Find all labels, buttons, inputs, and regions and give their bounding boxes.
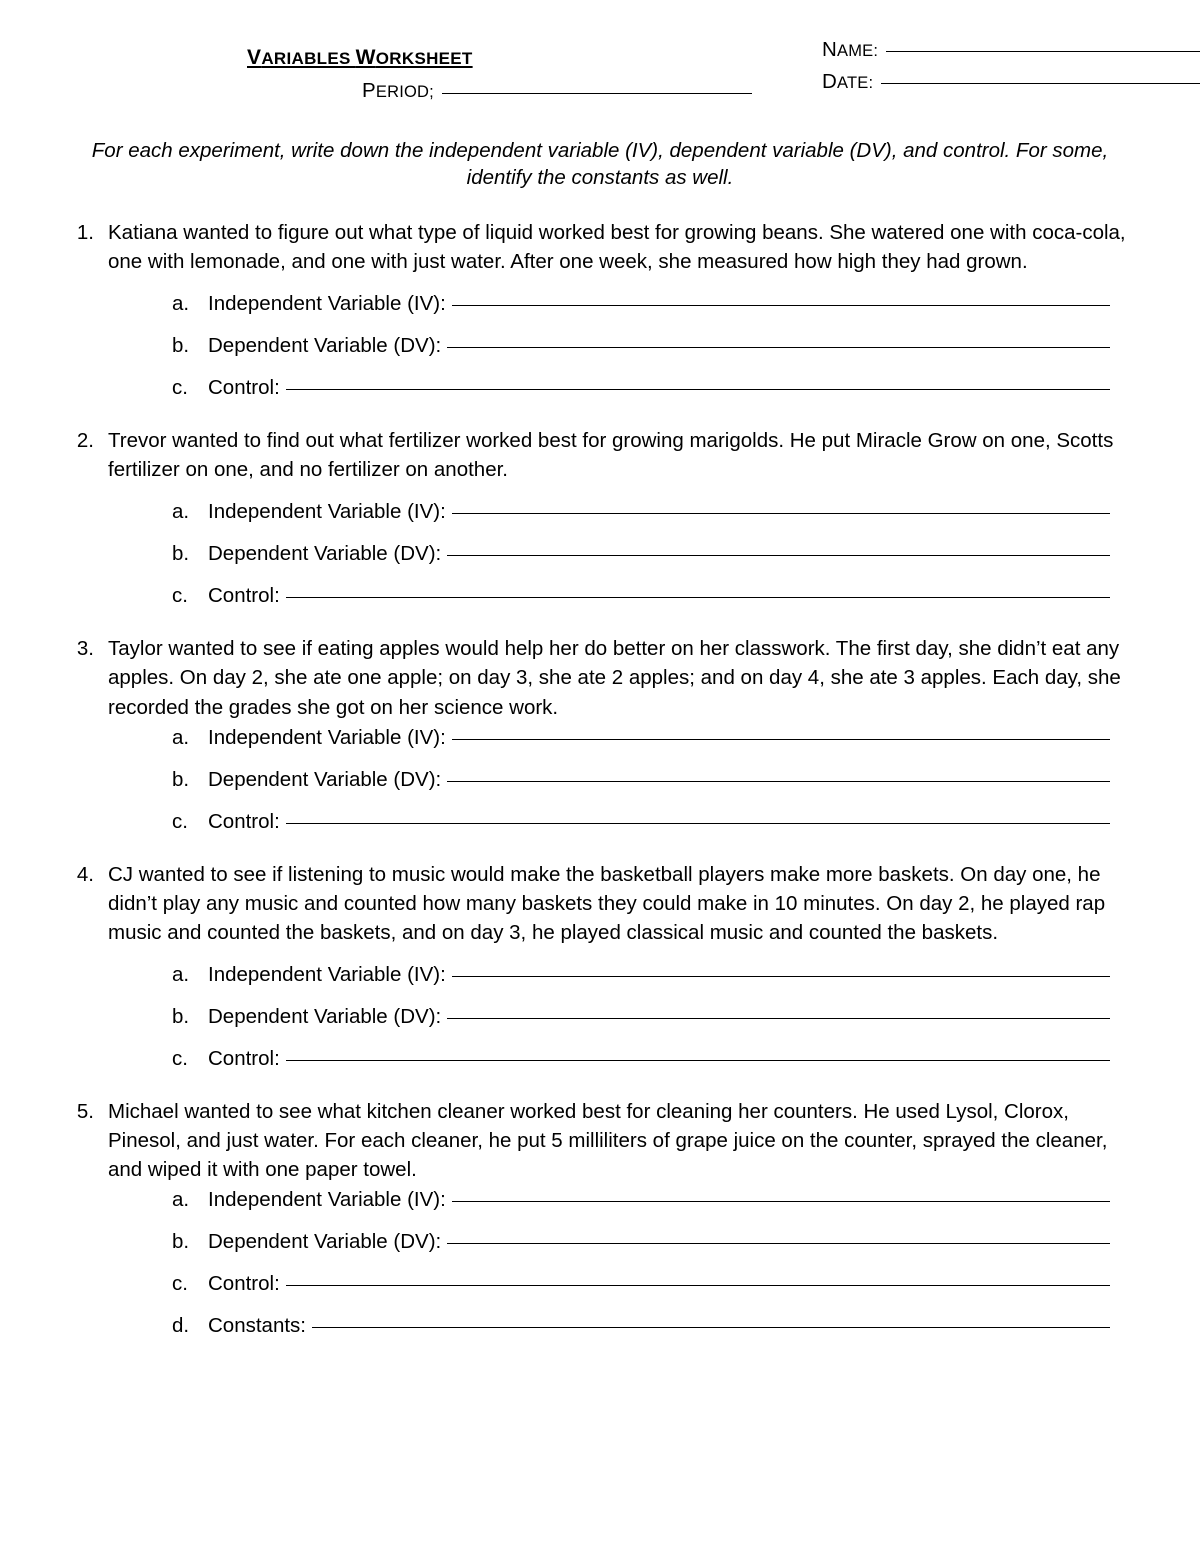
answer-input-line[interactable] <box>452 1201 1110 1202</box>
answer-row-iv <box>172 1188 1138 1212</box>
answer-input-line[interactable] <box>447 1243 1110 1244</box>
date-label: DATE: <box>822 69 874 93</box>
answer-input-line[interactable] <box>447 555 1110 556</box>
answer-letter: a. <box>172 292 190 316</box>
answer-letter: c. <box>172 1272 188 1296</box>
answer-input-line[interactable] <box>447 347 1110 348</box>
answer-input-line[interactable] <box>447 781 1110 782</box>
answer-label: Dependent Variable (DV): <box>208 767 442 791</box>
question-item <box>62 1097 1138 1184</box>
answer-row-dv <box>172 334 1138 358</box>
question-item <box>62 218 1138 276</box>
answer-label: Dependent Variable (DV): <box>208 1004 442 1028</box>
name-label: NAME: <box>822 38 879 61</box>
answer-row-dv <box>172 768 1138 792</box>
answer-row-iv <box>172 292 1138 316</box>
answer-letter: c. <box>172 1046 188 1070</box>
instructions: For each experiment, write down the independent variable (IV), dependent variable (DV), and control. For some, identify the constants as well. <box>91 138 1109 190</box>
answer-letter: c. <box>172 584 188 608</box>
answer-row-dv <box>172 542 1138 566</box>
answer-input-line[interactable] <box>447 1018 1110 1019</box>
question-item <box>62 426 1138 484</box>
question-text: Katiana wanted to figure out what type of liquid worked best for growing beans. She watered one with coca-cola, one with lemonade, and one with just water. After one week, she measured how high they had grown. <box>108 220 1126 273</box>
answer-row-iv <box>172 963 1138 987</box>
answer-label: Independent Variable (IV): <box>208 1188 446 1212</box>
answer-letter: b. <box>172 1230 190 1254</box>
answer-label: Dependent Variable (DV): <box>208 334 442 358</box>
question-item <box>62 634 1138 721</box>
question-number: 2. <box>76 429 94 453</box>
question-number: 3. <box>76 637 94 661</box>
answer-input-line[interactable] <box>452 976 1110 977</box>
answer-lines <box>172 963 1138 1071</box>
answer-letter: c. <box>172 809 188 833</box>
question-number: 1. <box>76 220 94 244</box>
answer-row-iv <box>172 500 1138 524</box>
answer-row-control <box>172 376 1138 400</box>
answer-input-line[interactable] <box>286 823 1110 824</box>
answer-letter: b. <box>172 1004 190 1028</box>
answer-row-iv <box>172 726 1138 750</box>
period-input-line[interactable] <box>442 93 752 94</box>
question-number: 4. <box>76 862 94 886</box>
answer-label: Independent Variable (IV): <box>208 725 446 749</box>
answer-letter: a. <box>172 725 190 749</box>
answer-label: Control: <box>208 376 280 400</box>
answer-row-control <box>172 584 1138 608</box>
answer-input-line[interactable] <box>452 513 1110 514</box>
question-number: 5. <box>76 1099 94 1123</box>
answer-label: Control: <box>208 584 280 608</box>
answer-row-control <box>172 810 1138 834</box>
answer-label: Control: <box>208 1272 280 1296</box>
period-label: PERIOD; <box>362 78 434 102</box>
question-text: Taylor wanted to see if eating apples would help her do better on her classwork. The first day, she didn’t eat any apples. On day 2, she ate one apple; on day 3, she ate 2 apples; and on day 4, she ate 3 apples. Each day, she recorded the grades she got on her science work. <box>108 637 1121 719</box>
questions-list <box>62 218 1138 1338</box>
period-field-row <box>362 79 752 103</box>
title-block <box>62 46 1138 70</box>
answer-label: Independent Variable (IV): <box>208 500 446 524</box>
date-field-row <box>822 66 1200 98</box>
answer-input-line[interactable] <box>286 1285 1110 1286</box>
answer-letter: b. <box>172 334 190 358</box>
answer-label: Independent Variable (IV): <box>208 962 446 986</box>
answer-letter: a. <box>172 962 190 986</box>
answer-lines <box>172 292 1138 400</box>
answer-label: Constants: <box>208 1314 306 1338</box>
answer-input-line[interactable] <box>452 305 1110 306</box>
question-text: Michael wanted to see what kitchen cleaner worked best for cleaning her counters. He used Lysol, Clorox, Pinesol, and just water. For each cleaner, he put 5 milliliters of grape juice on the counter, sprayed the cleaner, and wiped it with one paper towel. <box>108 1099 1108 1182</box>
question-text: Trevor wanted to find out what fertilizer worked best for growing marigolds. He put Miracle Grow on one, Scotts fertilizer on one, and no fertilizer on another. <box>108 429 1114 482</box>
answer-input-line[interactable] <box>286 1060 1110 1061</box>
answer-row-dv <box>172 1005 1138 1029</box>
answer-lines <box>172 500 1138 608</box>
answer-letter: b. <box>172 767 190 791</box>
answer-letter: a. <box>172 1188 190 1212</box>
question-item <box>62 860 1138 947</box>
answer-input-line[interactable] <box>286 597 1110 598</box>
answer-letter: c. <box>172 376 188 400</box>
answer-input-line[interactable] <box>452 739 1110 740</box>
answer-row-dv <box>172 1230 1138 1254</box>
answer-letter: a. <box>172 500 190 524</box>
date-input-line[interactable] <box>881 83 1200 84</box>
answer-input-line[interactable] <box>286 389 1110 390</box>
answer-letter: b. <box>172 542 190 566</box>
answer-label: Independent Variable (IV): <box>208 292 446 316</box>
answer-label: Control: <box>208 809 280 833</box>
answer-row-control <box>172 1272 1138 1296</box>
answer-letter: d. <box>172 1314 190 1338</box>
answer-label: Dependent Variable (DV): <box>208 1230 442 1254</box>
answer-row-control <box>172 1047 1138 1071</box>
name-input-line[interactable] <box>886 51 1200 52</box>
answer-label: Dependent Variable (DV): <box>208 542 442 566</box>
answer-lines <box>172 1188 1138 1338</box>
answer-lines <box>172 726 1138 834</box>
answer-input-line[interactable] <box>312 1327 1110 1328</box>
question-text: CJ wanted to see if listening to music would make the basketball players make more baskets. On day one, he didn’t play any music and counted how many baskets they could make in 10 minutes. On day 2, he played rap music and counted the baskets, and on day 3, he played classical music and counted the baskets. <box>108 862 1106 944</box>
page-title: VARIABLES WORKSHEET <box>247 45 473 69</box>
answer-row-constants <box>172 1314 1138 1338</box>
answer-label: Control: <box>208 1046 280 1070</box>
